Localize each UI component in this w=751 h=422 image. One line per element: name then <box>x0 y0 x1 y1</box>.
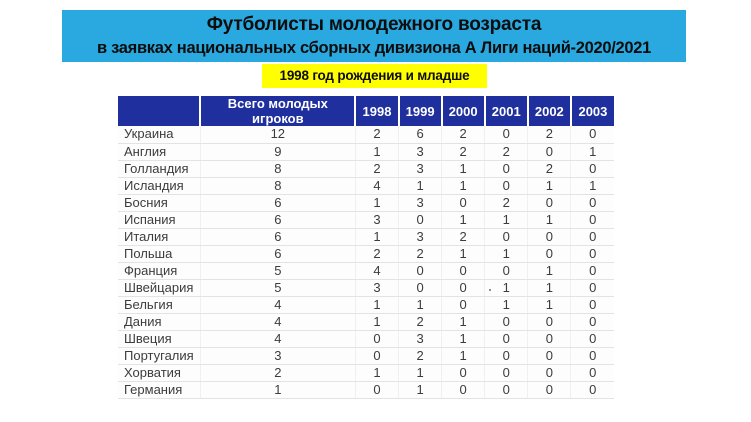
year-count-cell: 1 <box>571 143 614 160</box>
slide-subtitle: в заявках национальных сборных дивизиона А Лиги наций-2020/2021 <box>96 39 652 57</box>
year-count-cell: 0 <box>571 313 614 330</box>
total-cell: 6 <box>200 228 355 245</box>
year-count-cell: 1 <box>528 296 571 313</box>
total-cell: 12 <box>200 126 355 143</box>
year-count-cell: 0 <box>571 279 614 296</box>
year-count-cell: 0 <box>571 381 614 398</box>
year-count-cell: 0 <box>528 330 571 347</box>
table-row <box>118 194 614 211</box>
year-count-cell: 0 <box>571 211 614 228</box>
table-row <box>118 381 614 398</box>
year-count-cell: 1 <box>485 211 528 228</box>
year-count-cell: 0 <box>528 381 571 398</box>
year-count-cell: 1 <box>485 296 528 313</box>
year-count-cell: 0 <box>528 194 571 211</box>
country-cell: Исландия <box>118 177 200 194</box>
year-count-cell: 0 <box>571 296 614 313</box>
year-count-cell: 0 <box>355 330 398 347</box>
year-count-cell: 1 <box>355 194 398 211</box>
year-count-cell: 0 <box>571 347 614 364</box>
players-table <box>118 96 614 399</box>
year-count-cell: 0 <box>485 313 528 330</box>
table-row <box>118 347 614 364</box>
country-cell: Испания <box>118 211 200 228</box>
country-cell: Польша <box>118 245 200 262</box>
year-count-cell: 0 <box>571 194 614 211</box>
year-count-cell: 2 <box>485 194 528 211</box>
header-year-2000: 2000 <box>442 96 485 126</box>
table-row <box>118 296 614 313</box>
year-count-cell: 3 <box>355 279 398 296</box>
country-cell: Португалия <box>118 347 200 364</box>
year-count-cell: 0 <box>571 160 614 177</box>
year-count-cell: 2 <box>528 160 571 177</box>
year-count-cell: 0 <box>528 313 571 330</box>
total-cell: 4 <box>200 330 355 347</box>
year-count-cell: 1 <box>571 177 614 194</box>
country-cell: Франция <box>118 262 200 279</box>
year-count-cell: 1 <box>528 177 571 194</box>
year-count-cell: 2 <box>442 143 485 160</box>
year-count-cell: 1 <box>399 381 442 398</box>
year-count-cell: 1 <box>355 364 398 381</box>
year-count-cell: 0 <box>485 262 528 279</box>
year-count-cell: 0 <box>399 211 442 228</box>
header-year-2001: 2001 <box>485 96 528 126</box>
total-cell: 1 <box>200 381 355 398</box>
total-cell: 2 <box>200 364 355 381</box>
year-count-cell: 0 <box>442 262 485 279</box>
header-year-2002: 2002 <box>528 96 571 126</box>
year-count-cell: 1 <box>442 245 485 262</box>
year-count-cell: 2 <box>355 160 398 177</box>
country-cell: Англия <box>118 143 200 160</box>
year-count-cell: 4 <box>355 262 398 279</box>
year-count-cell: 0 <box>571 262 614 279</box>
year-count-cell: 2 <box>442 126 485 143</box>
year-count-cell: 0 <box>528 245 571 262</box>
table-row <box>118 143 614 160</box>
year-count-cell: 6 <box>399 126 442 143</box>
table-row <box>118 228 614 245</box>
year-count-cell: 1 <box>399 177 442 194</box>
year-count-cell: 0 <box>528 347 571 364</box>
year-count-cell: 1 <box>442 330 485 347</box>
age-filter-badge: 1998 год рождения и младше <box>262 64 487 88</box>
year-count-cell: 0 <box>485 330 528 347</box>
year-count-cell: 0 <box>442 296 485 313</box>
table-row <box>118 177 614 194</box>
year-count-cell: 1 <box>355 313 398 330</box>
year-count-cell: 1 <box>528 211 571 228</box>
year-count-cell: 0 <box>442 279 485 296</box>
year-count-cell: 2 <box>485 143 528 160</box>
country-cell: Дания <box>118 313 200 330</box>
year-count-cell: 0 <box>528 143 571 160</box>
header-year-1998: 1998 <box>355 96 398 126</box>
year-count-cell: 1 <box>355 296 398 313</box>
country-cell: Босния <box>118 194 200 211</box>
country-cell: Швеция <box>118 330 200 347</box>
year-count-cell: 2 <box>399 313 442 330</box>
total-cell: 6 <box>200 245 355 262</box>
total-cell: 8 <box>200 177 355 194</box>
year-count-cell: 0 <box>571 126 614 143</box>
year-count-cell: 2 <box>355 245 398 262</box>
year-count-cell: 2 <box>355 126 398 143</box>
table-header-row <box>118 96 614 126</box>
year-count-cell: 1 <box>442 211 485 228</box>
year-count-cell: 2 <box>399 347 442 364</box>
stray-dot-artifact <box>489 289 491 291</box>
year-count-cell: 1 <box>399 364 442 381</box>
total-cell: 3 <box>200 347 355 364</box>
year-count-cell: 1 <box>528 279 571 296</box>
table-row <box>118 211 614 228</box>
year-count-cell: 3 <box>355 211 398 228</box>
title-banner <box>62 10 686 62</box>
table-body <box>118 126 614 398</box>
year-count-cell: 0 <box>485 160 528 177</box>
header-total-young-players: Всего молодых игроков <box>200 96 355 126</box>
header-year-2003: 2003 <box>571 96 614 126</box>
year-count-cell: 4 <box>355 177 398 194</box>
year-count-cell: 0 <box>355 347 398 364</box>
slide-title: Футболисты молодежного возраста <box>206 14 542 35</box>
year-count-cell: 2 <box>528 126 571 143</box>
year-count-cell: 3 <box>399 160 442 177</box>
country-cell: Германия <box>118 381 200 398</box>
table-row <box>118 126 614 143</box>
year-count-cell: 0 <box>442 194 485 211</box>
country-cell: Голландия <box>118 160 200 177</box>
year-count-cell: 0 <box>355 381 398 398</box>
year-count-cell: 0 <box>571 330 614 347</box>
total-cell: 4 <box>200 313 355 330</box>
year-count-cell: 1 <box>442 347 485 364</box>
total-cell: 5 <box>200 262 355 279</box>
year-count-cell: 0 <box>485 347 528 364</box>
country-cell: Украина <box>118 126 200 143</box>
table-row <box>118 279 614 296</box>
table-row <box>118 330 614 347</box>
year-count-cell: 0 <box>485 364 528 381</box>
year-count-cell: 2 <box>442 228 485 245</box>
year-count-cell: 1 <box>355 143 398 160</box>
year-count-cell: 1 <box>485 279 528 296</box>
year-count-cell: 0 <box>528 364 571 381</box>
year-count-cell: 3 <box>399 330 442 347</box>
table-row <box>118 262 614 279</box>
country-cell: Бельгия <box>118 296 200 313</box>
country-cell: Италия <box>118 228 200 245</box>
year-count-cell: 1 <box>442 160 485 177</box>
table-row <box>118 364 614 381</box>
header-country <box>118 96 200 126</box>
total-cell: 6 <box>200 211 355 228</box>
table-row <box>118 245 614 262</box>
table-row <box>118 160 614 177</box>
year-count-cell: 1 <box>485 245 528 262</box>
year-count-cell: 0 <box>485 126 528 143</box>
country-cell: Швейцария <box>118 279 200 296</box>
total-cell: 9 <box>200 143 355 160</box>
total-cell: 8 <box>200 160 355 177</box>
year-count-cell: 1 <box>528 262 571 279</box>
year-count-cell: 3 <box>399 194 442 211</box>
year-count-cell: 0 <box>485 381 528 398</box>
year-count-cell: 0 <box>571 245 614 262</box>
year-count-cell: 0 <box>485 228 528 245</box>
year-count-cell: 0 <box>442 381 485 398</box>
year-count-cell: 0 <box>485 177 528 194</box>
total-cell: 6 <box>200 194 355 211</box>
year-count-cell: 1 <box>399 296 442 313</box>
year-count-cell: 3 <box>399 143 442 160</box>
year-count-cell: 3 <box>399 228 442 245</box>
country-cell: Хорватия <box>118 364 200 381</box>
year-count-cell: 0 <box>571 228 614 245</box>
year-count-cell: 1 <box>355 228 398 245</box>
year-count-cell: 2 <box>399 245 442 262</box>
year-count-cell: 0 <box>442 364 485 381</box>
table-row <box>118 313 614 330</box>
total-cell: 5 <box>200 279 355 296</box>
year-count-cell: 0 <box>528 228 571 245</box>
year-count-cell: 1 <box>442 177 485 194</box>
header-year-1999: 1999 <box>399 96 442 126</box>
total-cell: 4 <box>200 296 355 313</box>
year-count-cell: 0 <box>399 279 442 296</box>
year-count-cell: 0 <box>571 364 614 381</box>
year-count-cell: 0 <box>399 262 442 279</box>
year-count-cell: 1 <box>442 313 485 330</box>
